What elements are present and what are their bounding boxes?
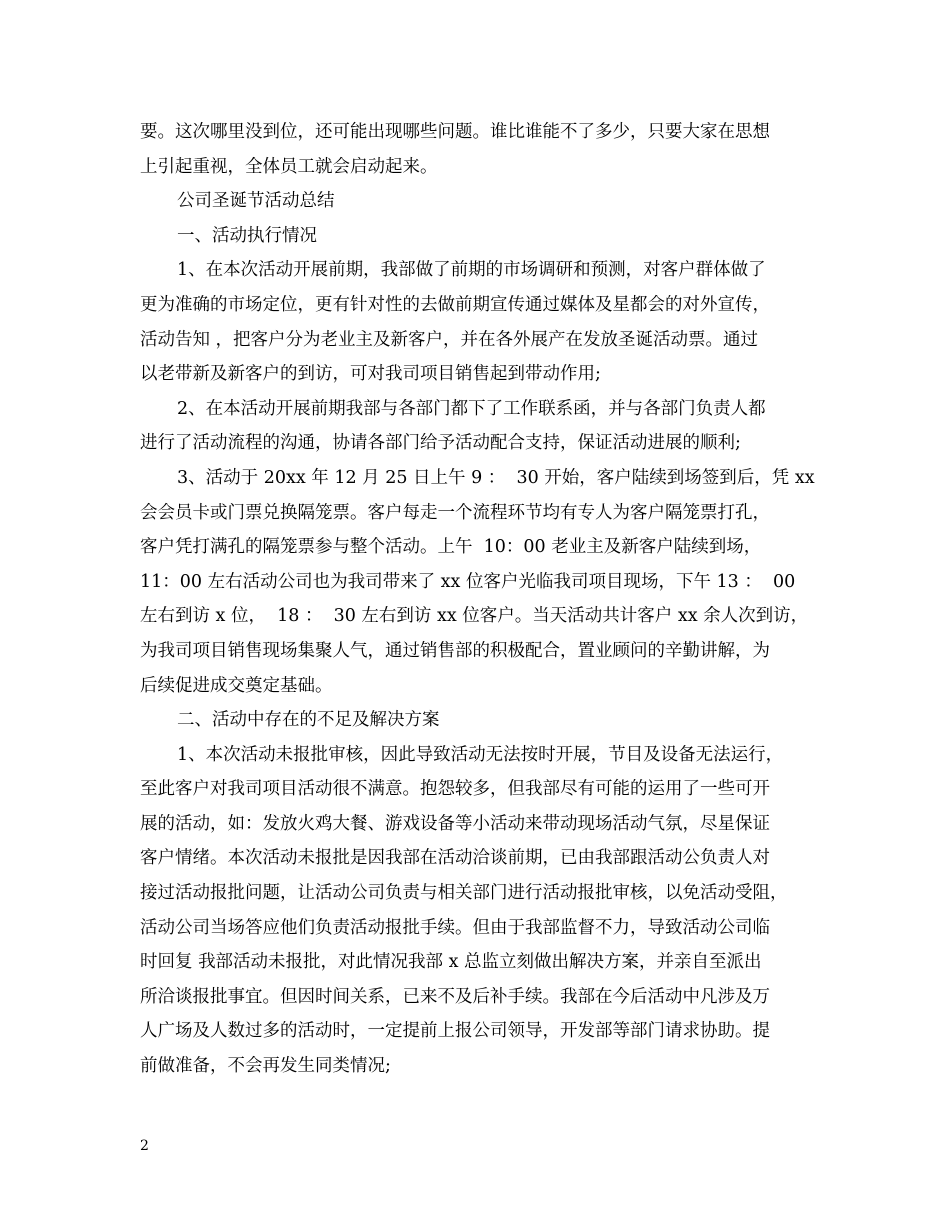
- document-body: [140, 115, 820, 1084]
- text-line: 要。这次哪里没到位，还可能出现哪些问题。谁比谁能不了多少，只要大家在思想: [140, 122, 770, 142]
- page-number: 2: [140, 1138, 149, 1154]
- text-line: 所洽谈报批事宜。但因时间关系，已来不及后补手续。我部在今后活动中凡涉及万: [140, 986, 770, 1007]
- text-line: 会会员卡或门票兑换隔笼票。客户每走一个流程环节均有专人为客户隔笼票打孔，: [140, 502, 770, 523]
- text-line: 公司圣诞节活动总结: [177, 191, 335, 212]
- text-line: 展的活动，如：发放火鸡大餐、游戏设备等小活动来带动现场活动气氛，尽星保证: [140, 813, 770, 834]
- text-line: 一、活动执行情况: [177, 225, 317, 246]
- text-line: 1、本次活动未报批审核，因此导致活动无法按时开展，节目及设备无法运行，: [177, 744, 784, 765]
- text-line: 客户凭打满孔的隔笼票参与整个活动。上午 10：00 老业主及新客户陆续到场，: [140, 537, 762, 558]
- text-line: 左右到访 x 位， 18 ： 30 左右到访 xx 位客户。当天活动共计客户 xx 余人次到访，: [140, 606, 809, 627]
- text-line: 2、在本活动开展前期我部与各部门都下了工作联系函，并与各部门负责人都: [177, 398, 766, 419]
- text-line: 客户情绪。本次活动未报批是因我部在活动洽谈前期，已由我部跟活动公负责人对: [140, 848, 770, 869]
- text-line: 11：00 左右活动公司也为我司带来了 xx 位客户光临我司项目现场，下午 13 ： 00: [140, 571, 796, 592]
- text-line: 活动公司当场答应他们负责活动报批手续。但由于我部监督不力，导致活动公司临: [140, 917, 770, 938]
- text-line: 3、活动于 20xx 年 12 月 25 日上午 9 ： 30 开始，客户陆续到场签到后，凭 xx: [177, 467, 815, 488]
- text-line: 进行了活动流程的沟通，协请各部门给予活动配合支持，保证活动进展的顺利;: [140, 433, 741, 454]
- text-line: 后续促进成交奠定基础。: [140, 675, 333, 696]
- text-line: 时回复 我部活动未报批，对此情况我部 x 总监立刻做出解决方案，并亲自至派出: [140, 952, 762, 973]
- text-line: 以老带新及新客户的到访，可对我司项目销售起到带动作用;: [140, 364, 601, 385]
- text-line: 二、活动中存在的不足及解决方案: [177, 710, 440, 731]
- text-line: 至此客户对我司项目活动很不满意。抱怨较多，但我部尽有可能的运用了一些可开: [140, 779, 770, 800]
- text-line: 前做准备，不会再发生同类情况;: [140, 1056, 391, 1077]
- text-line: 为我司项目销售现场集聚人气，通过销售部的积极配合，置业顾问的辛勤讲解，为: [140, 640, 770, 661]
- text-line: 人广场及人数过多的活动时，一定提前上报公司领导，开发部等部门请求协助。提: [140, 1021, 770, 1042]
- text-line: 接过活动报批问题，让活动公司负责与相关部门进行活动报批审核，以免活动受阻，: [140, 883, 788, 904]
- text-line: 上引起重视，全体员工就会启动起来。: [140, 156, 438, 177]
- text-line: 更为准确的市场定位，更有针对性的去做前期宣传通过媒体及星都会的对外宣传，: [140, 294, 770, 315]
- text-line: 活动告知 ，把客户分为老业主及新客户，并在各外展产在发放圣诞活动票。通过: [140, 329, 759, 350]
- text-line: 1、在本次活动开展前期，我部做了前期的市场调研和预测，对客户群体做了: [177, 260, 766, 281]
